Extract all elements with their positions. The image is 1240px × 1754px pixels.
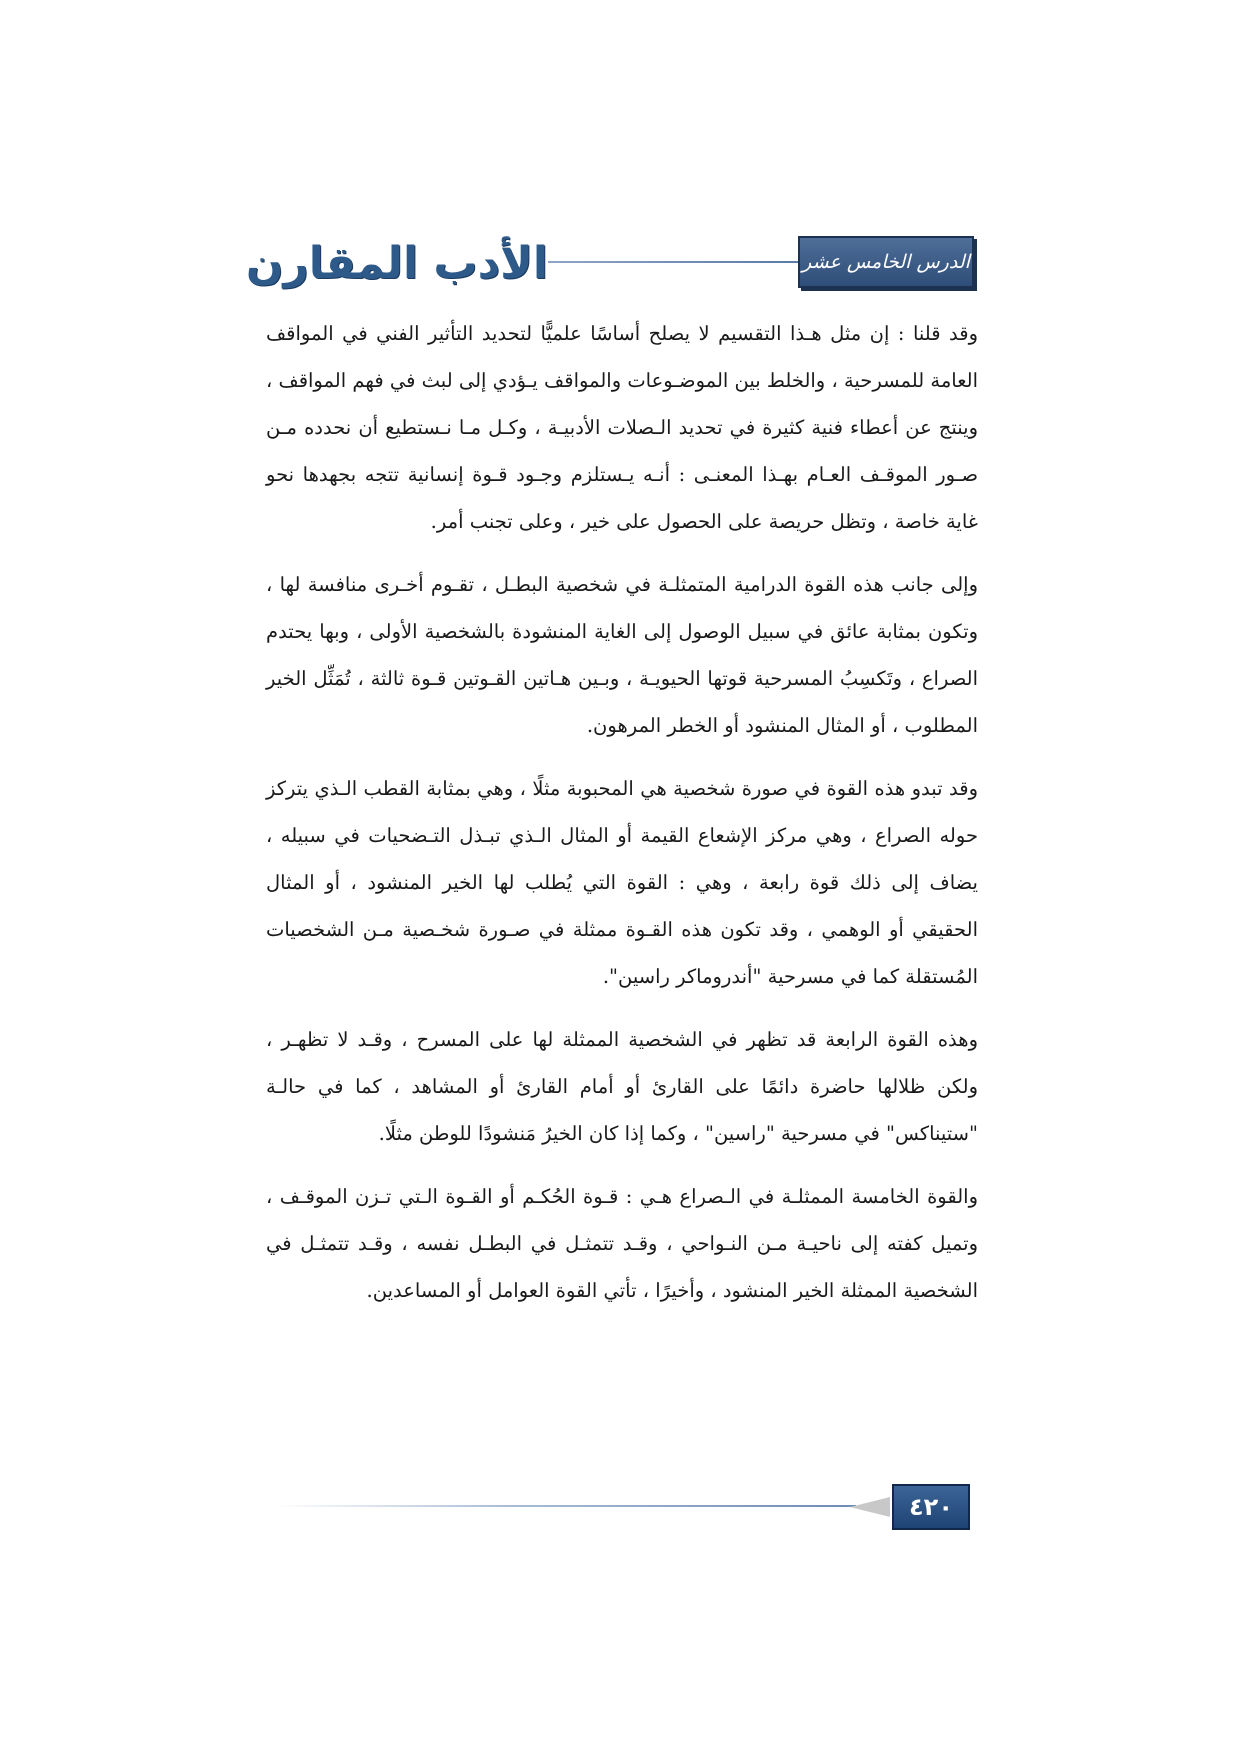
- paragraph-4: وهذه القوة الرابعة قد تظهر في الشخصية الممثلة لها على المسرح ، وقـد لا تظهـر ، ولكن ظلالها حاضرة دائمًا على القارئ أو أمام القارئ أو المشاهد ، كما في حالـة "ستيناكس" في مسرحية "راسين" ، وكما إذا كان الخيرُ مَنشودًا للوطن مثلًا.: [266, 1028, 978, 1145]
- paragraph-5: والقوة الخامسة الممثلـة في الـصراع هـي : قـوة الحُكـم أو القـوة الـتي تـزن الموقـف ، وتميل كفته إلى ناحيـة مـن النـواحي ، وقـد تتمثـل في البطـل نفسه ، وقـد تتمثـل في الشخصية الممثلة الخير المنشود ، وأخيرًا ، تأتي القوة العوامل أو المساعدين.: [266, 1185, 978, 1302]
- header-divider: [548, 261, 798, 263]
- footer-wedge-decoration: [850, 1497, 890, 1517]
- lesson-label: الدرس الخامس عشر: [802, 251, 970, 273]
- footer-divider: [276, 1505, 856, 1507]
- page-body: [266, 310, 978, 1330]
- paragraph-2: وإلى جانب هذه القوة الدرامية المتمثلـة في شخصية البطـل ، تقـوم أخـرى منافسة لها ، وتكون بمثابة عائق في سبيل الوصول إلى الغاية المنشودة بالشخصية الأولى ، وبها يحتدم الصراع ، وتَكسِبُ المسرحية قوتها الحيويـة ، وبـين هـاتين القـوتين قـوة ثالثة ، تُمَثِّل الخير المطلوب ، أو المثال المنشود أو الخطر المرهون.: [266, 573, 978, 737]
- book-title: الأدب المقارن: [245, 238, 548, 289]
- paragraph-1: وقد قلنا : إن مثل هـذا التقسيم لا يصلح أساسًا علميًّا لتحديد التأثير الفني في المواقف العامة للمسرحية ، والخلط بين الموضـوعات والمواقف يـؤدي إلى لبث في فهم المواقف ، وينتج عن أعطاء فنية كثيرة في تحديد الـصلات الأدبيـة ، وكـل مـا نـستطيع أن نحدده مـن صـور الموقـف العـام بهـذا المعنـى : أنـه يـستلزم وجـود قـوة إنسانية تتجه بجهدها نحو غاية خاصة ، وتظل حريصة على الحصول على خير ، وعلى تجنب أمر.: [266, 322, 978, 533]
- lesson-label-box: [798, 236, 974, 288]
- paragraph-3: وقد تبدو هذه القوة في صورة شخصية هي المحبوبة مثلًا ، وهي بمثابة القطب الـذي يتركز حوله الصراع ، وهي مركز الإشعاع القيمة أو المثال الـذي تبـذل التـضحيات في سبيله ، يضاف إلى ذلك قوة رابعة ، وهي : القوة التي يُطلب لها الخير المنشود ، أو المثال الحقيقي أو الوهمي ، وقد تكون هذه القـوة ممثلة في صـورة شخـصية مـن الشخصيات المُستقلة كما في مسرحية "أندروماكر راسين".: [266, 777, 978, 988]
- page-number: ٤٢٠: [892, 1484, 970, 1530]
